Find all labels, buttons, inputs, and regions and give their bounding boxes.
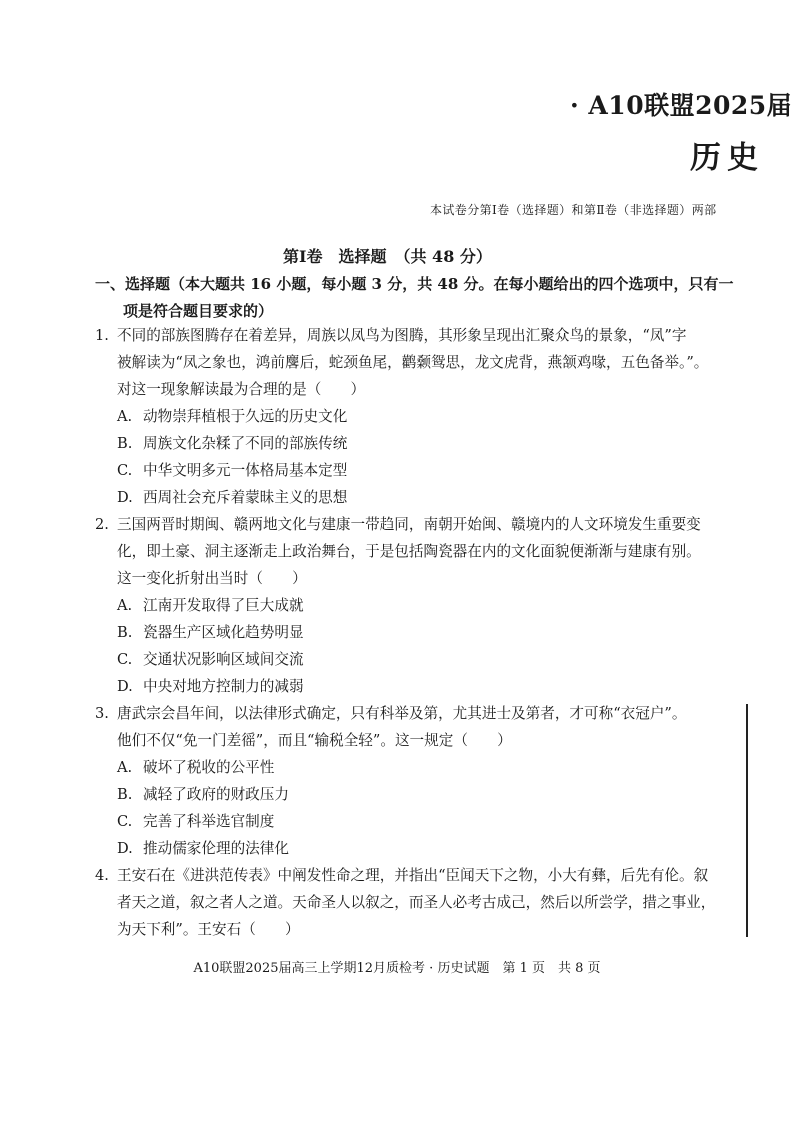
instruction-line: 一、选择题（本大题共 16 小题，每小题 3 分，共 48 分。在每小题给出的四个选项中，只有一: [95, 275, 734, 293]
question-2-option-b: B. 瓷器生产区域化趋势明显: [117, 624, 304, 641]
question-1-stem-line-2: 被解读为“凤之象也，鸿前麐后，蛇颈鱼尾，鹳颡鸳思，龙文虎背，燕颔鸡喙，五色备举。”。: [117, 354, 709, 371]
question-4-stem-line-2: 者天之道，叙之者人之道。天命圣人以叙之，而圣人必考古成己，然后以所尝学，措之事业，: [117, 894, 716, 911]
question-3-stem-line-1: 3. 唐武宗会昌年间，以法律形式确定，只有科举及第，尤其进士及第者，才可称“衣冠户”。: [95, 705, 687, 722]
exam-intro-text: 本试卷分第Ⅰ卷（选择题）和第Ⅱ卷（非选择题）两部: [430, 203, 717, 217]
question-3-stem-line-2: 他们不仅“免一门差徭”，而且“输税全轻”。这一规定（ ）: [117, 732, 512, 749]
question-number: 3.: [95, 705, 109, 722]
question-2-option-c: C. 交通状况影响区域间交流: [117, 651, 304, 668]
question-number: 4.: [95, 867, 109, 884]
subject-title: 历史: [690, 140, 764, 176]
question-4-stem-line-1: 4. 王安石在《进洪范传表》中阐发性命之理，并指出“臣闻天下之物，小大有彝，后先有伦。叙: [95, 867, 709, 884]
question-1-option-b: B. 周族文化杂糅了不同的部族传统: [117, 435, 348, 452]
question-3-option-a: A. 破坏了税收的公平性: [117, 759, 275, 776]
section-title: 第Ⅰ卷 选择题 （共 48 分）: [283, 247, 492, 266]
question-3-option-c: C. 完善了科举选官制度: [117, 813, 275, 830]
instruction-line: 项是符合题目要求的）: [123, 302, 274, 320]
question-2-stem-line-2: 化，即土豪、洞主逐渐走上政治舞台，于是包括陶瓷器在内的文化面貌便渐渐与建康有别。: [117, 543, 701, 560]
exam-series-title: · A10联盟2025届: [570, 91, 793, 120]
question-2-stem-line-1: 2. 三国两晋时期闽、赣两地文化与建康一带趋同，南朝开始闽、赣境内的人文环境发生重要变: [95, 516, 701, 533]
question-4-stem-line-3: 为天下利”。王安石（ ）: [117, 921, 300, 938]
question-number: 1.: [95, 327, 109, 344]
margin-binding-line: [746, 704, 748, 937]
question-2-option-d: D. 中央对地方控制力的减弱: [117, 678, 304, 695]
page-footer: A10联盟2025届高三上学期12月质检考 · 历史试题 第 1 页 共 8 页: [193, 961, 601, 976]
question-3-option-b: B. 减轻了政府的财政压力: [117, 786, 289, 803]
section-instruction: [95, 271, 735, 325]
question-1-option-a: A. 动物崇拜植根于久远的历史文化: [117, 408, 348, 425]
question-1-option-c: C. 中华文明多元一体格局基本定型: [117, 462, 348, 479]
question-1-stem-line-1: 1. 不同的部族图腾存在着差异，周族以凤鸟为图腾，其形象呈现出汇聚众鸟的景象，“凤”字: [95, 327, 687, 344]
question-2-option-a: A. 江南开发取得了巨大成就: [117, 597, 304, 614]
question-1-option-d: D. 西周社会充斥着蒙昧主义的思想: [117, 489, 348, 506]
question-3-option-d: D. 推动儒家伦理的法律化: [117, 840, 289, 857]
question-2-stem-line-3: 这一变化折射出当时（ ）: [117, 570, 307, 587]
question-1-stem-line-3: 对这一现象解读最为合理的是（ ）: [117, 381, 366, 398]
question-number: 2.: [95, 516, 109, 533]
